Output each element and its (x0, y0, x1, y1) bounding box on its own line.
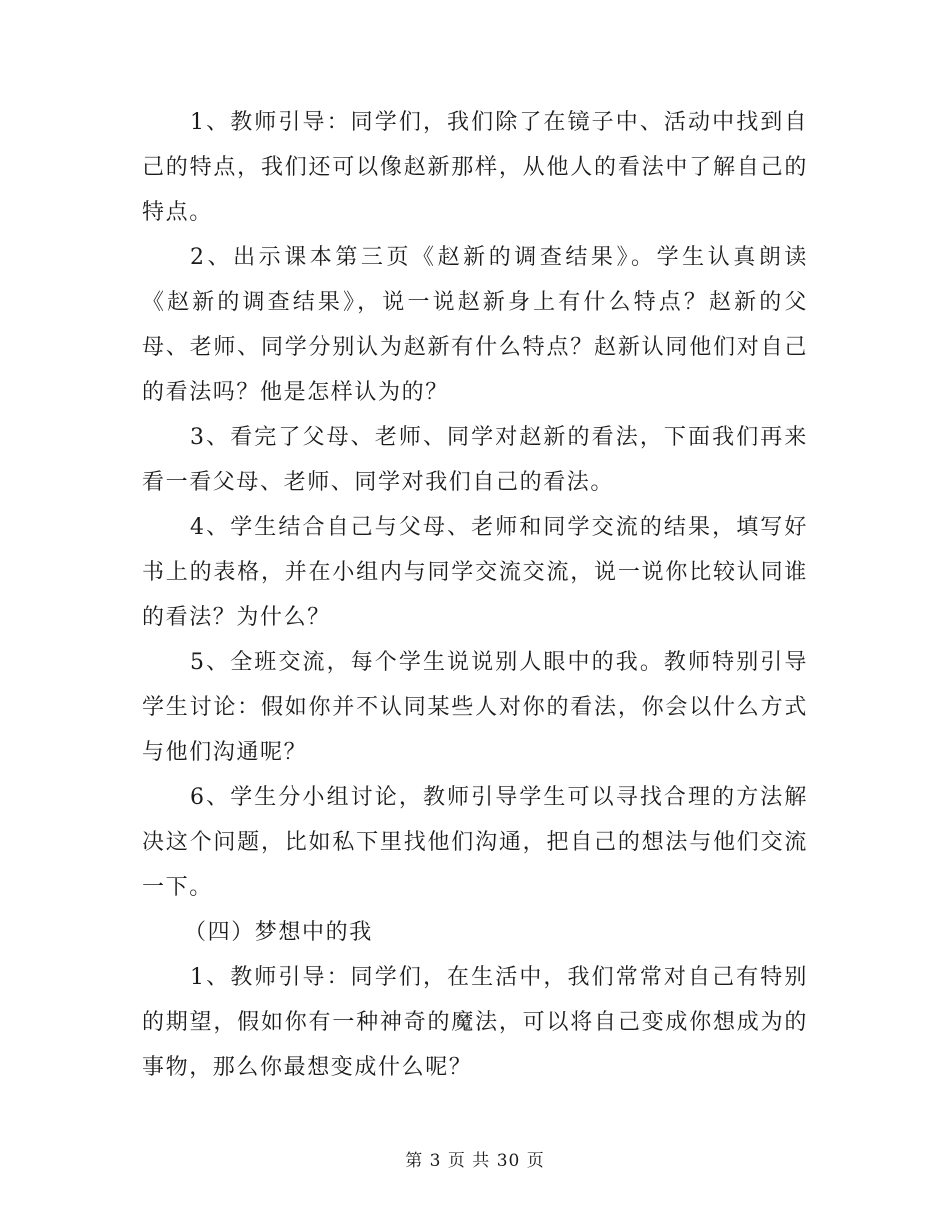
paragraph-2: 2、出示课本第三页《赵新的调查结果》。学生认真朗读《赵新的调查结果》，说一说赵新身上有什么特点？赵新的父母、老师、同学分别认为赵新有什么特点？赵新认同他们对自己的看法吗？他是怎样认为的？ (142, 245, 808, 405)
section-heading: （四）梦想中的我 (184, 920, 373, 945)
paragraph-3: 3、看完了父母、老师、同学对赵新的看法，下面我们再来看一看父母、老师、同学对我们自己的看法。 (142, 425, 808, 495)
document-body (142, 100, 808, 1090)
paragraph-6: 6、学生分小组讨论，教师引导学生可以寻找合理的方法解决这个问题，比如私下里找他们沟通，把自己的想法与他们交流一下。 (142, 785, 808, 900)
paragraph-4: 4、学生结合自己与父母、老师和同学交流的结果，填写好书上的表格，并在小组内与同学交流交流，说一说你比较认同谁的看法？为什么？ (142, 515, 808, 630)
page-number-footer: 第 3 页 共 30 页 (405, 1151, 545, 1171)
paragraph-1: 1、教师引导：同学们，我们除了在镜子中、活动中找到自己的特点，我们还可以像赵新那样，从他人的看法中了解自己的特点。 (142, 110, 808, 225)
paragraph-7: 1、教师引导：同学们，在生活中，我们常常对自己有特别的期望，假如你有一种神奇的魔法，可以将自己变成你想成为的事物，那么你最想变成什么呢？ (142, 965, 808, 1080)
paragraph-5: 5、全班交流，每个学生说说别人眼中的我。教师特别引导学生讨论：假如你并不认同某些人对你的看法，你会以什么方式与他们沟通呢？ (142, 650, 808, 765)
